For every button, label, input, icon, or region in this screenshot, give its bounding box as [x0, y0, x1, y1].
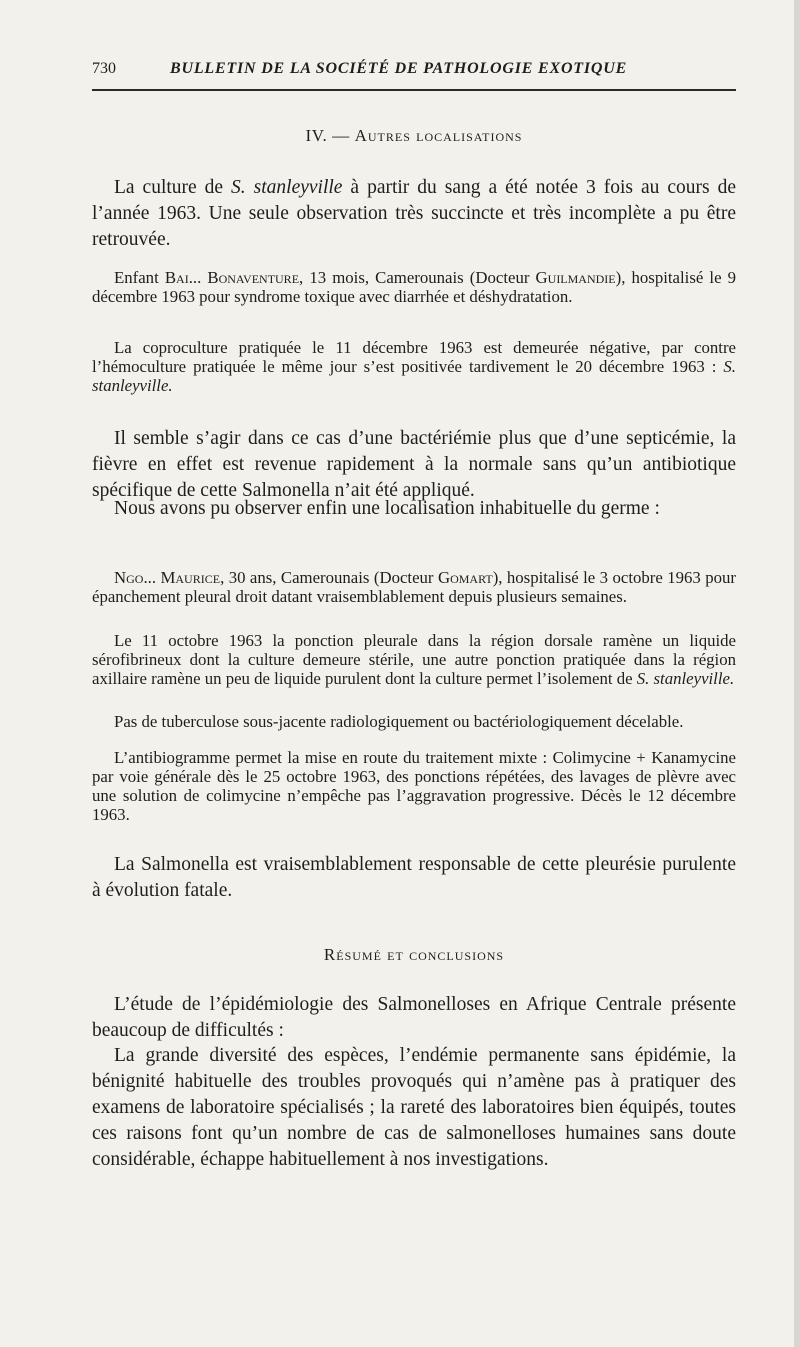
- paragraph-pleuresie: La Salmonella est vraisemblablement responsable de cette pleurésie purulente à évolution fatale.: [92, 854, 736, 901]
- section-heading-autres-localisations: [92, 126, 736, 146]
- section-heading-resume: [92, 945, 736, 965]
- species-name: S. stanleyville: [231, 177, 343, 198]
- text-span: Enfant: [114, 268, 165, 287]
- paragraph-bacteriemie: Il semble s’agir dans ce cas d’une bactériémie plus que d’une septicémie, la fièvre en effet est revenue rapidement à la normale sans qu’un antibiotique spécifique de cette Salmonella n’ait été appliqué.: [92, 428, 736, 501]
- case-report-2-traitement: L’antibiogramme permet la mise en route du traitement mixte : Colimycine + Kanamycine par voie générale dès le 25 octobre 1963, des ponctions répétées, des lavages de plèvre avec une solution de colimycine n’empêche pas l’aggravation progressive. Décès le 12 décembre 1963.: [92, 748, 736, 824]
- species-name: S. stanleyville.: [92, 357, 736, 395]
- section-title: Résumé et conclusions: [323, 945, 505, 964]
- text-span: ), hospitalisé le 9 décembre 1963 pour syndrome toxique avec diarrhée et déshydratation.: [92, 268, 737, 306]
- species-name: S. stanleyville.: [636, 669, 735, 688]
- text-span: La coproculture pratiquée le 11 décembre 1963 est demeurée négative, par contre l’hémoculture pratiquée le même jour s’est positivée tardivement le 20 décembre 1963 :: [92, 338, 736, 376]
- case-report-1: [92, 268, 736, 306]
- paragraph-culture: [92, 175, 736, 253]
- case-report-2-tuberculose: Pas de tuberculose sous-jacente radiologiquement ou bactériologiquement décelable.: [114, 712, 684, 731]
- patient-name: Ngo... Maurice: [114, 568, 221, 587]
- text-span: ), hospitalisé le 3 octobre 1963 pour épanchement pleural droit datant vraisemblablement depuis plusieurs semaines.: [92, 568, 736, 606]
- case-report-1-culture: [92, 338, 736, 395]
- text-span: Le 11 octobre 1963 la ponction pleurale dans la région dorsale ramène un liquide sérofibrineux dont la culture demeure stérile, une autre ponction pratiquée dans la région axillaire ramène un peu de liquide purulent dont la culture permet l’isolement de: [92, 631, 736, 688]
- section-numeral: IV. —: [305, 126, 355, 145]
- text-span: La culture de: [114, 177, 232, 198]
- page-number: 730: [92, 60, 116, 77]
- patient-name: Bai... Bonaventure: [164, 268, 300, 287]
- scan-edge: [794, 0, 800, 1347]
- case-report-2: [92, 568, 736, 606]
- paragraph-localisation: Nous avons pu observer enfin une localisation inhabituelle du germe :: [114, 498, 660, 519]
- doctor-name: Gomart: [437, 568, 493, 587]
- doctor-name: Guilmandie: [535, 268, 616, 287]
- text-span: , 13 mois, Camerounais (Docteur: [299, 268, 536, 287]
- paragraph-diversite: La grande diversité des espèces, l’endémie permanente sans épidémie, la bénignité habituelle des troubles provoqués qui n’amène pas à pratiquer des examens de laboratoire spécialisés ; la rareté des laboratoires bien équipés, toutes ces raisons font qu’un nombre de cas de salmonelloses humaines sans doute considérable, échappe habituellement à nos investigations.: [92, 1045, 736, 1170]
- case-report-2-ponction: [92, 631, 736, 688]
- text-span: , 30 ans, Camerounais (Docteur: [220, 568, 438, 587]
- text-span: à partir du sang a été notée 3 fois au cours de l’année 1963. Une seule observation très succincte et très incomplète a pu être retrouvée.: [92, 177, 736, 250]
- running-title: BULLETIN DE LA SOCIÉTÉ DE PATHOLOGIE EXOTIQUE: [170, 60, 628, 77]
- page-header: [92, 60, 736, 78]
- paragraph-etude: L’étude de l’épidémiologie des Salmonelloses en Afrique Centrale présente beaucoup de difficultés :: [92, 994, 736, 1041]
- section-title: Autres localisations: [354, 126, 523, 145]
- header-rule: [92, 89, 736, 91]
